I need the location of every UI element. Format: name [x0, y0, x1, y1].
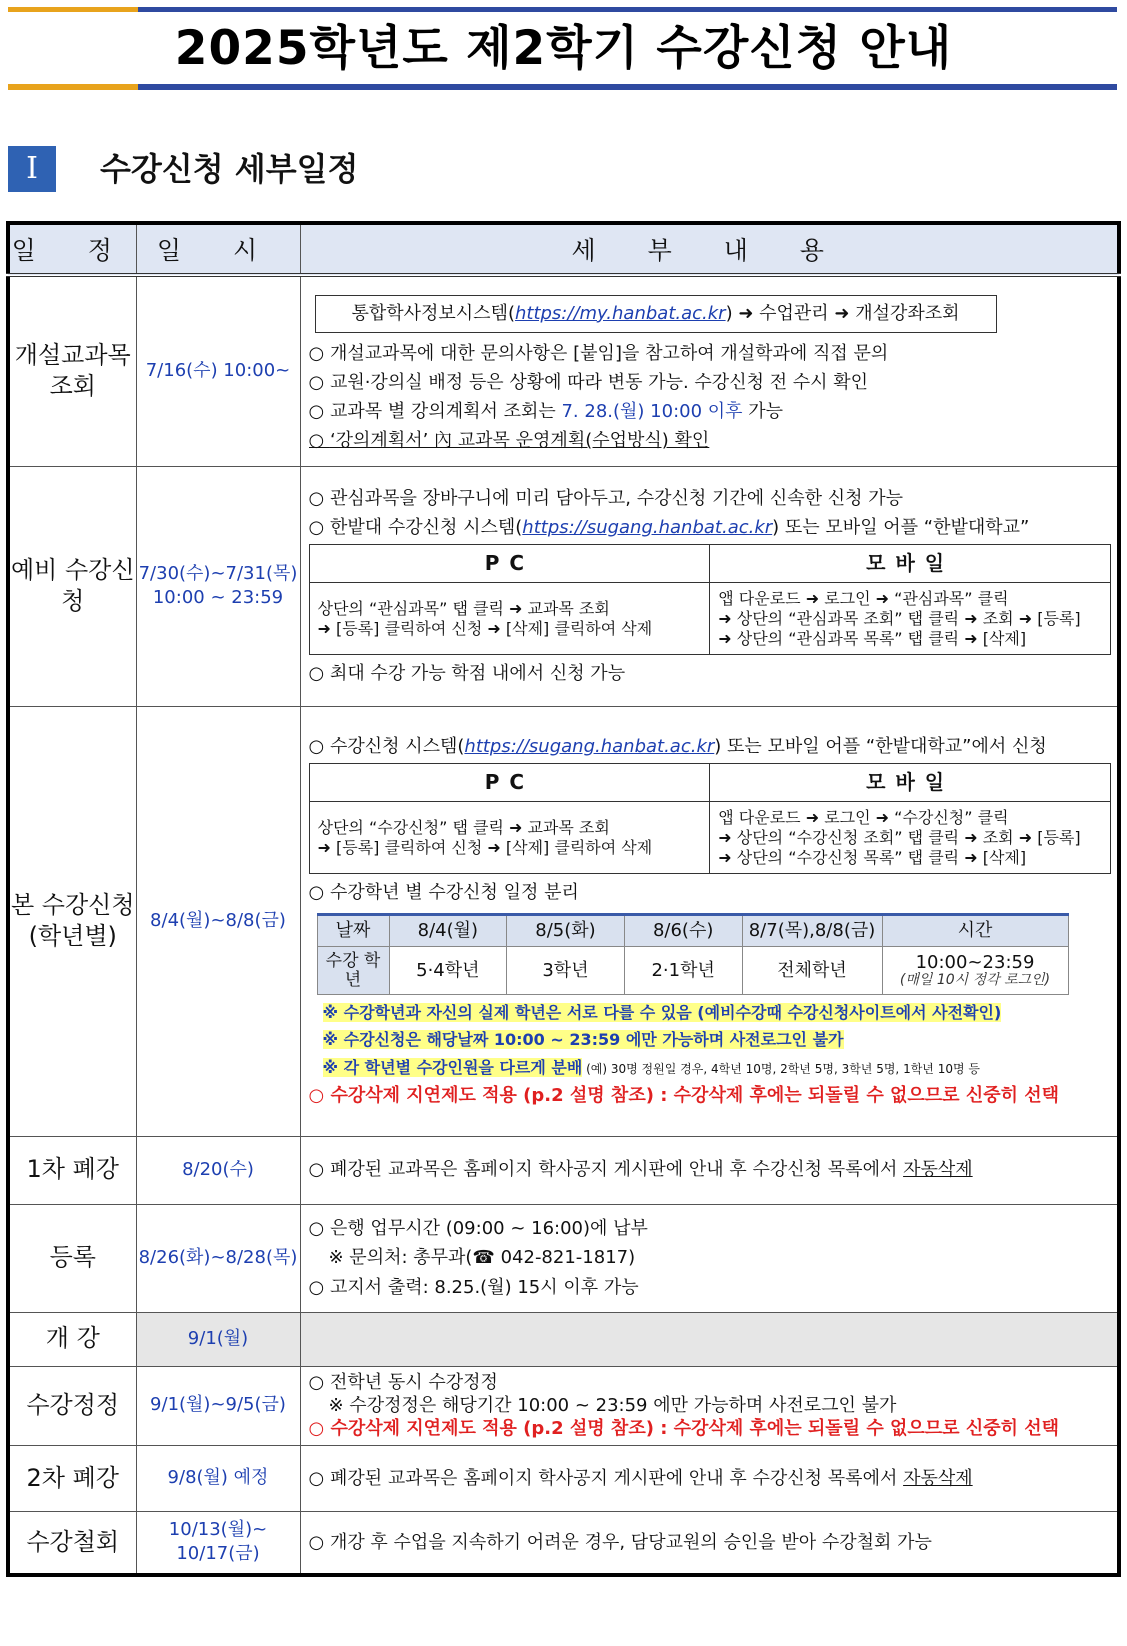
section-number-badge: Ⅰ	[8, 146, 56, 192]
contact-line: ※ 문의처: 총무과(☎ 042-821-1817)	[328, 1247, 636, 1269]
date-cell: 9/1(월)~9/5(금)	[136, 1366, 300, 1445]
header-datetime: 일 시	[136, 223, 300, 275]
notice-line: ※ 수강신청은 해당날짜 10:00 ~ 23:59 에만 가능하며 사전로그인 불가	[322, 1030, 844, 1050]
notice-line: ※ 수강학년과 자신의 실제 학년은 서로 다를 수 있음 (예비수강때 수강신청사이트에서 사전확인)	[322, 1003, 1002, 1023]
bullet-item: ○ 고지서 출력: 8.25.(월) 15시 이후 가능	[309, 1273, 1112, 1302]
title-underline-rule	[8, 84, 1117, 90]
phase-cell: 수강철회	[8, 1511, 136, 1575]
detail-cell	[300, 1136, 1119, 1204]
bullet-item: ○ 폐강된 교과목은 홈페이지 학사공지 게시판에 안내 후 수강신청 목록에서 자동삭제	[309, 1464, 1112, 1493]
mobile-instructions: 앱 다운로드 ➜ 로그인 ➜ “수강신청” 클릭 ➜ 상단의 “수강신청 조회” 탭 클릭 ➜ 조회 ➜ [등록] ➜ 상단의 “수강신청 목록” 탭 클릭 ➜ [삭제]	[710, 802, 1111, 874]
detail-cell	[300, 1204, 1119, 1312]
bullet-item: ○ 개설교과목에 대한 문의사항은 [붙임]을 참고하여 개설학과에 직접 문의	[309, 339, 1112, 368]
bullet-item: ○ 교원·강의실 배정 등은 상황에 따라 변동 가능. 수강신청 전 수시 확인	[309, 368, 1112, 397]
pc-mobile-guide-table	[309, 544, 1112, 655]
detail-cell	[300, 706, 1119, 1136]
bullet-item: ○ 개강 후 수업을 지속하기 어려운 경우, 담당교원의 승인을 받아 수강철회 가능	[309, 1528, 1112, 1557]
date-cell: 8/20(수)	[136, 1136, 300, 1204]
date-cell: 7/16(수) 10:00~	[136, 275, 300, 466]
detail-cell	[300, 1511, 1119, 1575]
table-row	[8, 1366, 1119, 1445]
bullet-item: ○ 관심과목을 장바구니에 미리 담아두고, 수강신청 기간에 신속한 신청 가능	[309, 484, 1112, 513]
header-phase: 일 정	[8, 223, 136, 275]
mobile-header: 모바일	[710, 764, 1111, 802]
date-cell: 9/8(월) 예정	[136, 1445, 300, 1511]
detail-cell	[300, 1445, 1119, 1511]
pc-header: PC	[309, 764, 710, 802]
system-path-box: 통합학사정보시스템(https://my.hanbat.ac.kr) ➜ 수업관리 ➜ 개설강좌조회	[315, 295, 997, 333]
phase-cell: 등록	[8, 1204, 136, 1312]
mobile-instructions: 앱 다운로드 ➜ 로그인 ➜ “관심과목” 클릭 ➜ 상단의 “관심과목 조회” 탭 클릭 ➜ 조회 ➜ [등록] ➜ 상단의 “관심과목 목록” 탭 클릭 ➜ [삭제]	[710, 583, 1111, 655]
table-row	[8, 1204, 1119, 1312]
detail-cell	[300, 1366, 1119, 1445]
top-decor-rule	[8, 7, 1117, 12]
table-row	[8, 1136, 1119, 1204]
grade-table-row: 수강 학년 5·4학년 3학년 2·1학년 전체학년 10:00~23:59 (매일 10시 정각 로그인)	[317, 947, 1068, 995]
bullet-item: ○ 폐강된 교과목은 홈페이지 학사공지 게시판에 안내 후 수강신청 목록에서 자동삭제	[309, 1155, 1112, 1184]
mobile-header: 모바일	[710, 545, 1111, 583]
phase-cell: 본 수강신청 (학년별)	[8, 706, 136, 1136]
notice-line: ※ 각 학년별 수강인원을 다르게 분배 (예) 30명 정원일 경우, 4학년 10명, 2학년 5명, 3학년 5명, 1학년 10명 등	[322, 1057, 980, 1077]
bullet-item: ○ 한밭대 수강신청 시스템(https://sugang.hanbat.ac.kr) 또는 모바일 어플 “한밭대학교”	[309, 513, 1112, 542]
table-header-row	[8, 223, 1119, 275]
phase-cell: 1차 폐강	[8, 1136, 136, 1204]
bullet-item: ○ 수강학년 별 수강신청 일정 분리	[309, 878, 1112, 907]
table-row	[8, 1511, 1119, 1575]
table-row	[8, 1445, 1119, 1511]
detail-cell	[300, 275, 1119, 466]
bullet-item: ○ 은행 업무시간 (09:00 ~ 16:00)에 납부	[309, 1214, 1112, 1243]
date-cell: 9/1(월)	[136, 1312, 300, 1366]
table-row	[8, 466, 1119, 706]
phase-cell: 개설교과목 조회	[8, 275, 136, 466]
sugang-link[interactable]: https://sugang.hanbat.ac.kr	[464, 735, 715, 757]
header-details: 세 부 내 용	[300, 223, 1119, 275]
schedule-table	[6, 221, 1121, 1577]
date-cell: 7/30(수)~7/31(목) 10:00 ~ 23:59	[136, 466, 300, 706]
pc-header: PC	[309, 545, 710, 583]
warning-line: ○ 수강삭제 지연제도 적용 (p.2 설명 참조) : 수강삭제 후에는 되돌릴 수 없으므로 신중히 선택	[308, 1084, 1060, 1106]
pc-instructions: 상단의 “관심과목” 탭 클릭 ➜ 교과목 조회 ➜ [등록] 클릭하여 신청 ➜ [삭제] 클릭하여 삭제	[309, 583, 710, 655]
bullet-item: ○ 최대 수강 가능 학점 내에서 신청 가능	[309, 659, 1112, 688]
bullet-item: ○ 수강신청 시스템(https://sugang.hanbat.ac.kr) 또는 모바일 어플 “한밭대학교”에서 신청	[309, 732, 1112, 761]
phase-cell: 개 강	[8, 1312, 136, 1366]
bullet-item: ○ 교과목 별 강의계획서 조회는 7. 28.(월) 10:00 이후 가능	[309, 397, 1112, 426]
date-cell: 8/26(화)~8/28(목)	[136, 1204, 300, 1312]
pc-instructions: 상단의 “수강신청” 탭 클릭 ➜ 교과목 조회 ➜ [등록] 클릭하여 신청 ➜ [삭제] 클릭하여 삭제	[309, 802, 710, 874]
date-cell: 10/13(월)~ 10/17(금)	[136, 1511, 300, 1575]
warning-line: ○ 수강삭제 지연제도 적용 (p.2 설명 참조) : 수강삭제 후에는 되돌릴 수 없으므로 신중히 선택	[308, 1418, 1060, 1440]
phase-cell: 2차 폐강	[8, 1445, 136, 1511]
detail-cell	[300, 1312, 1119, 1366]
date-cell: 8/4(월)~8/8(금)	[136, 706, 300, 1136]
pc-mobile-guide-table	[309, 763, 1112, 874]
sugang-link[interactable]: https://sugang.hanbat.ac.kr	[522, 516, 773, 538]
document-title: 2025학년도 제2학기 수강신청 안내	[174, 21, 953, 76]
bullet-item: ○ ‘강의계획서’ 內 교과목 운영계획(수업방식) 확인	[309, 426, 1112, 455]
phase-cell: 예비 수강신청	[8, 466, 136, 706]
grade-table-header: 날짜 8/4(월) 8/5(화) 8/6(수) 8/7(목),8/8(금) 시간	[317, 915, 1068, 947]
phase-cell: 수강정정	[8, 1366, 136, 1445]
notice-line: ※ 수강정정은 해당기간 10:00 ~ 23:59 에만 가능하며 사전로그인 불가	[328, 1394, 897, 1416]
portal-link[interactable]: https://my.hanbat.ac.kr	[514, 302, 726, 324]
detail-cell	[300, 466, 1119, 706]
table-row	[8, 275, 1119, 466]
table-row	[8, 1312, 1119, 1366]
grade-schedule-table	[317, 913, 1069, 995]
table-row	[8, 706, 1119, 1136]
bullet-item: ○ 전학년 동시 수강정정	[309, 1371, 1112, 1394]
section-title: 수강신청 세부일정	[100, 150, 359, 188]
